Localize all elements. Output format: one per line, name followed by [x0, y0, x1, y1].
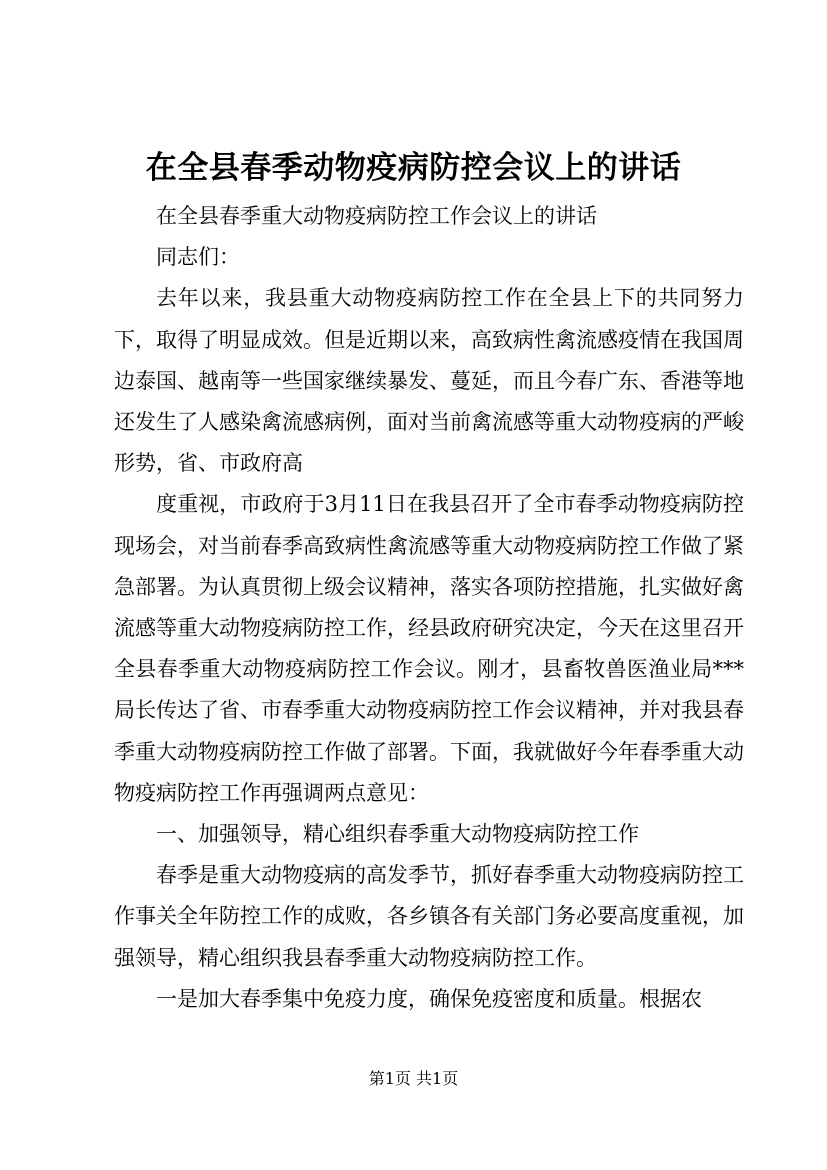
salutation-paragraph: 同志们：: [156, 245, 240, 270]
body-paragraph: 一是加大春季集中免疫力度，确保免疫密度和质量。根据农: [156, 986, 702, 1011]
document-title: 在全县春季动物疫病防控会议上的讲话: [145, 150, 682, 186]
body-paragraph: 春季是重大动物疫病的高发季节，抓好春季重大动物疫病防控工作事关全年防控工作的成败，各乡镇各有关部门务必要高度重视，加强领导，精心组织我县春季重大动物疫病防控工作。: [114, 863, 744, 970]
document-body: [114, 196, 744, 1020]
page-footer: 第1页 共1页: [368, 1069, 459, 1088]
body-paragraph: 度重视，市政府于3月11日在我县召开了全市春季动物疫病防控现场会，对当前春季高致病性禽流感等重大动物疫病防控工作做了紧急部署。为认真贯彻上级会议精神，落实各项防控措施，扎实做好禽流感等重大动物疫病防控工作，经县政府研究决定，今天在这里召开全县春季重大动物疫病防控工作会议。刚才，县畜牧兽医渔业局***局长传达了省、市春季重大动物疫病防控工作会议精神，并对我县春季重大动物疫病防控工作做了部署。下面，我就做好今年春季重大动物疫病防控工作再强调两点意见：: [114, 492, 744, 805]
body-paragraph: 去年以来，我县重大动物疫病防控工作在全县上下的共同努力下，取得了明显成效。但是近期以来，高致病性禽流感疫情在我国周边泰国、越南等一些国家继续暴发、蔓延，而且今春广东、香港等地还发生了人感染禽流感病例，面对当前禽流感等重大动物疫病的严峻形势，省、市政府高: [114, 286, 744, 476]
subtitle-paragraph: 在全县春季重大动物疫病防控工作会议上的讲话: [156, 204, 597, 228]
section-heading: 一、加强领导，精心组织春季重大动物疫病防控工作: [156, 822, 639, 847]
